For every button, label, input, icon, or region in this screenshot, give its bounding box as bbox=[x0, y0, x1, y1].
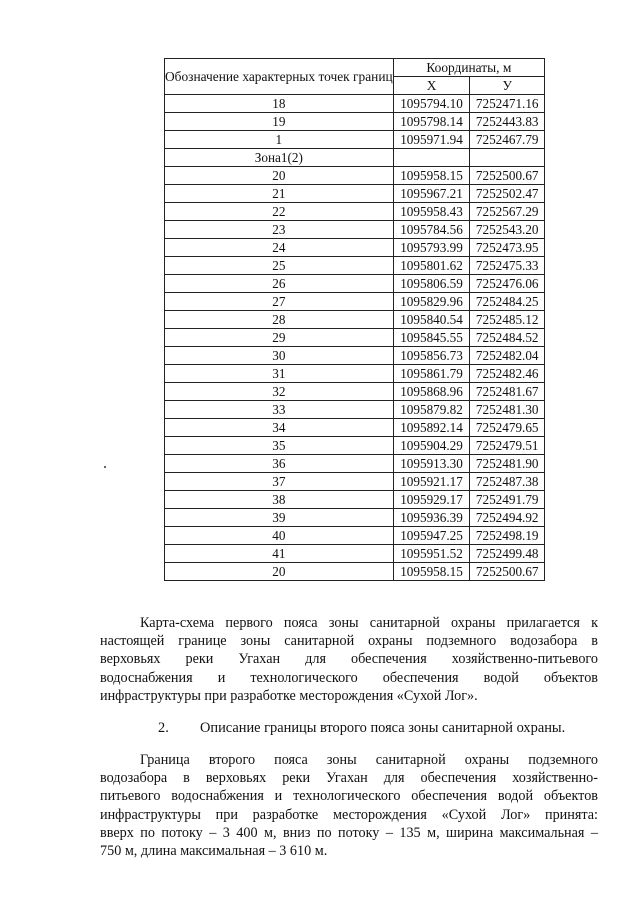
coordinates-group-header: Координаты, м bbox=[393, 59, 544, 77]
y-coordinate-cell: 7252498.19 bbox=[470, 527, 545, 545]
table-row bbox=[165, 257, 545, 275]
table-header-row bbox=[165, 59, 545, 77]
point-cell: 18 bbox=[165, 95, 394, 113]
point-cell: 23 bbox=[165, 221, 394, 239]
table-row bbox=[165, 473, 545, 491]
point-cell: 39 bbox=[165, 509, 394, 527]
section-2-number: 2. bbox=[158, 720, 169, 736]
table-row bbox=[165, 185, 545, 203]
y-coordinate-cell: 7252471.16 bbox=[470, 95, 545, 113]
point-cell: 20 bbox=[165, 563, 394, 581]
x-coordinate-cell: 1095913.30 bbox=[393, 455, 470, 473]
table-row bbox=[165, 203, 545, 221]
x-coordinate-cell: 1095958.15 bbox=[393, 563, 470, 581]
table-row bbox=[165, 329, 545, 347]
table-row bbox=[165, 527, 545, 545]
x-coordinate-cell: 1095868.96 bbox=[393, 383, 470, 401]
x-coordinate-cell: 1095958.15 bbox=[393, 167, 470, 185]
point-cell: 25 bbox=[165, 257, 394, 275]
paragraph-line: Граница второго пояса зоны санитарной охраны подземного bbox=[140, 752, 598, 768]
y-coordinate-cell: 7252502.47 bbox=[470, 185, 545, 203]
x-coordinate-cell: 1095929.17 bbox=[393, 491, 470, 509]
x-coordinate-cell: 1095892.14 bbox=[393, 419, 470, 437]
y-coordinate-cell: 7252481.90 bbox=[470, 455, 545, 473]
table-row bbox=[165, 167, 545, 185]
zone-row bbox=[165, 149, 545, 167]
x-column-header: X bbox=[393, 77, 470, 95]
x-coordinate-cell: 1095904.29 bbox=[393, 437, 470, 455]
y-coordinate-cell: 7252494.92 bbox=[470, 509, 545, 527]
table-row bbox=[165, 383, 545, 401]
y-coordinate-cell: 7252481.30 bbox=[470, 401, 545, 419]
table-row bbox=[165, 239, 545, 257]
zone-x-empty bbox=[393, 149, 470, 167]
y-coordinate-cell: 7252475.33 bbox=[470, 257, 545, 275]
y-coordinate-cell: 7252443.83 bbox=[470, 113, 545, 131]
coordinates-table-body bbox=[165, 59, 545, 581]
point-cell: 27 bbox=[165, 293, 394, 311]
table-row bbox=[165, 221, 545, 239]
y-coordinate-cell: 7252487.38 bbox=[470, 473, 545, 491]
y-coordinate-cell: 7252484.52 bbox=[470, 329, 545, 347]
table-row bbox=[165, 113, 545, 131]
zone-label: Зона1(2) bbox=[165, 149, 394, 167]
point-cell: 19 bbox=[165, 113, 394, 131]
x-coordinate-cell: 1095921.17 bbox=[393, 473, 470, 491]
point-cell: 33 bbox=[165, 401, 394, 419]
table-row bbox=[165, 455, 545, 473]
point-cell: 29 bbox=[165, 329, 394, 347]
point-cell: 36 bbox=[165, 455, 394, 473]
y-column-header: У bbox=[470, 77, 545, 95]
y-coordinate-cell: 7252479.51 bbox=[470, 437, 545, 455]
y-coordinate-cell: 7252482.46 bbox=[470, 365, 545, 383]
table-row bbox=[165, 545, 545, 563]
section-2-heading bbox=[158, 720, 565, 737]
table-row bbox=[165, 419, 545, 437]
stray-mark bbox=[104, 466, 106, 468]
x-coordinate-cell: 1095793.99 bbox=[393, 239, 470, 257]
y-coordinate-cell: 7252482.04 bbox=[470, 347, 545, 365]
point-cell: 32 bbox=[165, 383, 394, 401]
paragraph-line: настоящей границе зоны санитарной охраны подземного водозабора в bbox=[100, 633, 598, 650]
point-cell: 41 bbox=[165, 545, 394, 563]
paragraph-line: вверх по потоку – 3 400 м, вниз по потоку – 135 м, ширина максимальная – bbox=[100, 824, 598, 841]
map-scheme-paragraph bbox=[100, 614, 598, 705]
y-coordinate-cell: 7252484.25 bbox=[470, 293, 545, 311]
table-row bbox=[165, 401, 545, 419]
point-cell: 20 bbox=[165, 167, 394, 185]
point-cell: 1 bbox=[165, 131, 394, 149]
point-cell: 21 bbox=[165, 185, 394, 203]
y-coordinate-cell: 7252491.79 bbox=[470, 491, 545, 509]
point-cell: 28 bbox=[165, 311, 394, 329]
y-coordinate-cell: 7252543.20 bbox=[470, 221, 545, 239]
x-coordinate-cell: 1095861.79 bbox=[393, 365, 470, 383]
y-coordinate-cell: 7252473.95 bbox=[470, 239, 545, 257]
paragraph-line: водоснабжения и технологического обеспечения водой объектов bbox=[100, 669, 598, 686]
y-coordinate-cell: 7252467.79 bbox=[470, 131, 545, 149]
paragraph-line: инфраструктуры при разработке месторождения «Сухой Лог». bbox=[100, 687, 478, 704]
table-row bbox=[165, 275, 545, 293]
x-coordinate-cell: 1095856.73 bbox=[393, 347, 470, 365]
table-row bbox=[165, 293, 545, 311]
x-coordinate-cell: 1095936.39 bbox=[393, 509, 470, 527]
paragraph-line: верховьях реки Угахан для обеспечения хозяйственно-питьевого bbox=[100, 651, 598, 668]
x-coordinate-cell: 1095801.62 bbox=[393, 257, 470, 275]
point-cell: 37 bbox=[165, 473, 394, 491]
table-row bbox=[165, 509, 545, 527]
table-row bbox=[165, 95, 545, 113]
point-cell: 30 bbox=[165, 347, 394, 365]
point-cell: 24 bbox=[165, 239, 394, 257]
x-coordinate-cell: 1095798.14 bbox=[393, 113, 470, 131]
point-cell: 26 bbox=[165, 275, 394, 293]
x-coordinate-cell: 1095784.56 bbox=[393, 221, 470, 239]
paragraph-line: водозабора в верховьях реки Угахан для обеспечения хозяйственно- bbox=[100, 770, 598, 787]
point-cell: 35 bbox=[165, 437, 394, 455]
x-coordinate-cell: 1095971.94 bbox=[393, 131, 470, 149]
zone-y-empty bbox=[470, 149, 545, 167]
second-belt-paragraph bbox=[100, 751, 598, 860]
table-row bbox=[165, 347, 545, 365]
x-coordinate-cell: 1095951.52 bbox=[393, 545, 470, 563]
table-row bbox=[165, 131, 545, 149]
x-coordinate-cell: 1095829.96 bbox=[393, 293, 470, 311]
y-coordinate-cell: 7252500.67 bbox=[470, 167, 545, 185]
x-coordinate-cell: 1095947.25 bbox=[393, 527, 470, 545]
y-coordinate-cell: 7252500.67 bbox=[470, 563, 545, 581]
y-coordinate-cell: 7252476.06 bbox=[470, 275, 545, 293]
point-cell: 22 bbox=[165, 203, 394, 221]
x-coordinate-cell: 1095840.54 bbox=[393, 311, 470, 329]
table-row bbox=[165, 311, 545, 329]
paragraph-line: инфраструктуры при разработке месторождения «Сухой Лог» принята: bbox=[100, 806, 598, 823]
y-coordinate-cell: 7252481.67 bbox=[470, 383, 545, 401]
table-row bbox=[165, 365, 545, 383]
paragraph-line: 750 м, длина максимальная – 3 610 м. bbox=[100, 843, 328, 860]
point-cell: 38 bbox=[165, 491, 394, 509]
x-coordinate-cell: 1095879.82 bbox=[393, 401, 470, 419]
y-coordinate-cell: 7252479.65 bbox=[470, 419, 545, 437]
point-cell: 34 bbox=[165, 419, 394, 437]
x-coordinate-cell: 1095806.59 bbox=[393, 275, 470, 293]
y-coordinate-cell: 7252567.29 bbox=[470, 203, 545, 221]
point-cell: 40 bbox=[165, 527, 394, 545]
x-coordinate-cell: 1095845.55 bbox=[393, 329, 470, 347]
section-2-title: Описание границы второго пояса зоны санитарной охраны. bbox=[200, 720, 566, 736]
point-label-header: Обозначение характерных точек границ bbox=[165, 59, 394, 95]
coordinates-table bbox=[164, 58, 545, 581]
x-coordinate-cell: 1095967.21 bbox=[393, 185, 470, 203]
table-row bbox=[165, 563, 545, 581]
table-row bbox=[165, 437, 545, 455]
x-coordinate-cell: 1095958.43 bbox=[393, 203, 470, 221]
paragraph-line: питьевого водоснабжения и технологического обеспечения водой объектов bbox=[100, 788, 598, 805]
table-row bbox=[165, 491, 545, 509]
paragraph-line: Карта-схема первого пояса зоны санитарной охраны прилагается к bbox=[140, 615, 598, 631]
x-coordinate-cell: 1095794.10 bbox=[393, 95, 470, 113]
point-cell: 31 bbox=[165, 365, 394, 383]
y-coordinate-cell: 7252499.48 bbox=[470, 545, 545, 563]
y-coordinate-cell: 7252485.12 bbox=[470, 311, 545, 329]
